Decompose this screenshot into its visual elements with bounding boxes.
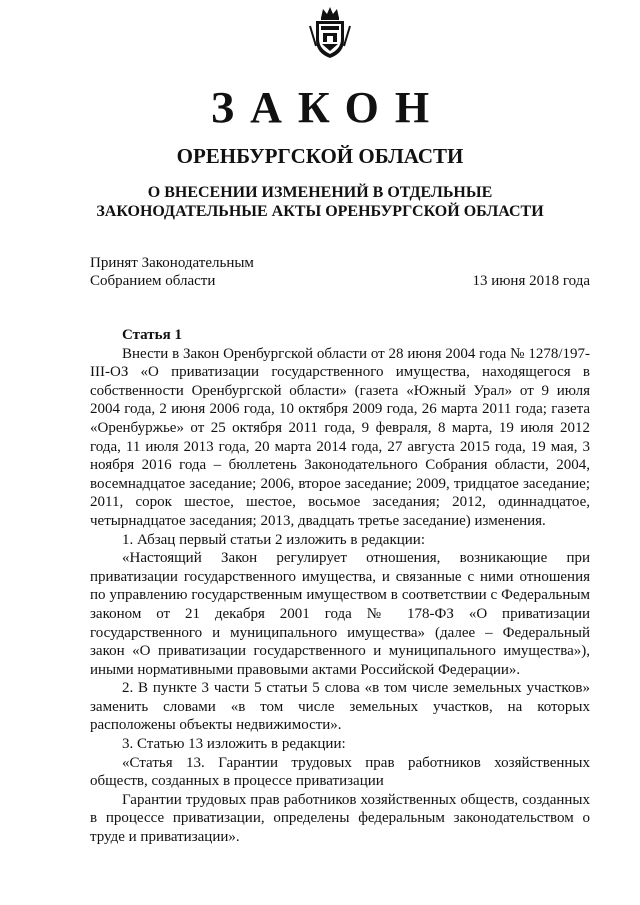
item-1: 1. Абзац первый статьи 2 изложить в редакции: <box>122 531 425 548</box>
article-heading: Статья 1 <box>122 327 182 343</box>
item-2: 2. В пункте 3 части 5 статьи 5 слова «в том числе земельных участков» заменить словами «в том числе земельных участков, на которых расположены объекты недвижимости». <box>90 680 590 734</box>
item-1-quote: «Настоящий Закон регулирует отношения, возникающие при приватизации государственного имущества, и связанные с ними отношения по управлению государственным имуществом в соответствии с Федеральным законом от 21 декабря 2001 года № 178-ФЗ «О приватизации государственного и муниципального имущества» (далее – Федеральный закон «О приватизации государственного и муниципального имущества»), иными нормативными правовыми актами Российской Федерации». <box>90 550 590 678</box>
adopted-by-line2: Собранием области <box>90 273 216 289</box>
adoption-date: 13 июня 2018 года <box>472 273 590 289</box>
item-3-quote-heading: «Статья 13. Гарантии трудовых прав работников хозяйственных обществ, созданных в процессе приватизации <box>90 754 590 790</box>
item-3: 3. Статью 13 изложить в редакции: <box>122 736 346 753</box>
law-title: ЗАКОН <box>210 83 446 132</box>
orenburg-coat-of-arms-icon <box>308 6 352 60</box>
adoption-block <box>90 254 590 290</box>
item-3-quote-text: Гарантии трудовых прав работников хозяйственных обществ, созданных в процессе приватизации, определены федеральным законодательством о труде и приватизации». <box>90 791 590 846</box>
article-intro: Внести в Закон Оренбургской области от 28 июня 2004 года № 1278/197-III-ОЗ «О приватизации государственного имущества, находящегося в собственности Оренбургской области» (газета «Южный Урал» от 9 июля 2004 года, 2 июня 2006 года, 10 октября 2009 года, 26 марта 2011 года; газета «Оренбуржье» от 25 октября 2011 года, 9 февраля, 8 марта, 19 июля 2012 года, 11 июля 2013 года, 20 марта 2014 года, 27 августа 2015 года, 19 мая, 3 ноября 2016 года – бюллетень Законодательного Собрания области, 2004, восемнадцатое заседание; 2006, второе заседание; 2009, тридцатое заседание; 2011, сорок шестое, шестое, восьмое заседания; 2012, одиннадцатое, четырнадцатое заседания; 2013, двадцать третье заседание) изменения. <box>90 345 590 529</box>
law-subtitle: О ВНЕСЕНИИ ИЗМЕНЕНИЙ В ОТДЕЛЬНЫЕ ЗАКОНОДАТЕЛЬНЫЕ АКТЫ ОРЕНБУРГСКОЙ ОБЛАСТИ <box>96 184 544 220</box>
region-title: ОРЕНБУРГСКОЙ ОБЛАСТИ <box>176 144 464 168</box>
article-body <box>90 326 590 847</box>
adopted-by-line1: Принят Законодательным <box>90 255 254 271</box>
